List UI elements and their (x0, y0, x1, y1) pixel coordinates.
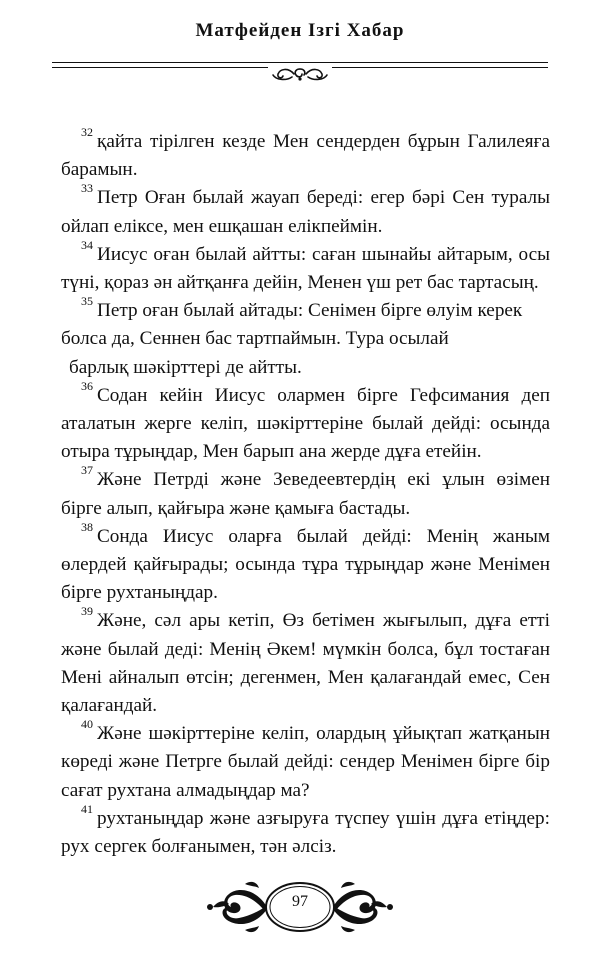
verse-text: Содан кейін Иисус олармен бірге Гефсимания деп аталатын жерге келіп, шәкірттеріне былай дейді: осында отыра тұрыңдар, Мен барып ана жерде дұға етейін. (61, 384, 550, 463)
running-header-title: Матфейден Ізгі Хабар (195, 20, 405, 41)
verse-text: Петр Оған былай жауап береді: егер бәрі Сен туралы ойлап еліксе, мен ешқашан елікпеймін. (61, 187, 550, 237)
page-body (61, 125, 550, 861)
verse-34 (61, 237, 550, 297)
verse-text: Иисус оған былай айтты: саған шынайы айтарым, осы түні, қораз ән айтқанға дейін, Менен үш рет бас тартасың. (61, 243, 550, 294)
verse-35 (61, 294, 550, 382)
verse-number: 34 (81, 237, 93, 252)
verse-text: Петр оған былай айтады: Сенімен бірге өлуім керек болса да, Сеннен бас тартпаймын. Тура осылай (61, 300, 523, 350)
verse-text: Және Петрді және Зеведеевтердің екі ұлын өзімен бірге алып, қайғыра және қамыға бастады. (61, 469, 550, 519)
verse-number: 41 (81, 801, 93, 816)
verse-number: 40 (81, 717, 93, 732)
verse-40 (61, 717, 550, 805)
verse-41 (61, 801, 550, 861)
verse-text: Және, сәл ары кетіп, Өз бетімен жығылып, дұға етті және былай деді: Менің Әкем! мүмкін болса, бұл тостаған Мені айналып өтсін; дегенмен, Мен қалағандай емес, Сен қалағандай. (61, 610, 550, 717)
verse-number: 37 (81, 463, 93, 478)
verse-38 (61, 519, 550, 608)
verse-text: қайта тірілген кезде Мен сендерден бұрын Галилеяға барамын. (61, 131, 550, 181)
verse-32 (61, 125, 550, 184)
verse-text-continuation: барлық шәкірттері де айтты. (69, 356, 302, 378)
verse-number: 39 (81, 604, 93, 619)
verse-text: рухтаныңдар және азғыруға түспеу үшін дұға етіңдер: рух сергек болғанымен, тән әлсіз. (61, 807, 550, 858)
verse-39 (61, 604, 550, 720)
verse-text: Және шәкірттеріне келіп, олардың ұйықтап жатқанын көреді және Петрге былай дейді: сендер Менімен бірге бір сағат рухтана алмадыңдар ма? (61, 723, 550, 801)
verse-33 (61, 181, 550, 240)
verse-number: 36 (81, 378, 93, 393)
verse-37 (61, 463, 550, 522)
verse-number: 35 (81, 294, 93, 309)
verse-36 (61, 378, 550, 467)
verse-number: 38 (81, 519, 93, 534)
header-ornament-icon (268, 63, 332, 85)
page-number: 97 (292, 893, 308, 910)
verse-number: 32 (81, 125, 93, 139)
verse-text: Сонда Иисус оларға былай дейді: Менің жаным өлердей қайғырады; осында тұра тұрыңдар және Менімен бірге рухтаныңдар. (61, 525, 550, 604)
verse-number: 33 (81, 181, 93, 196)
